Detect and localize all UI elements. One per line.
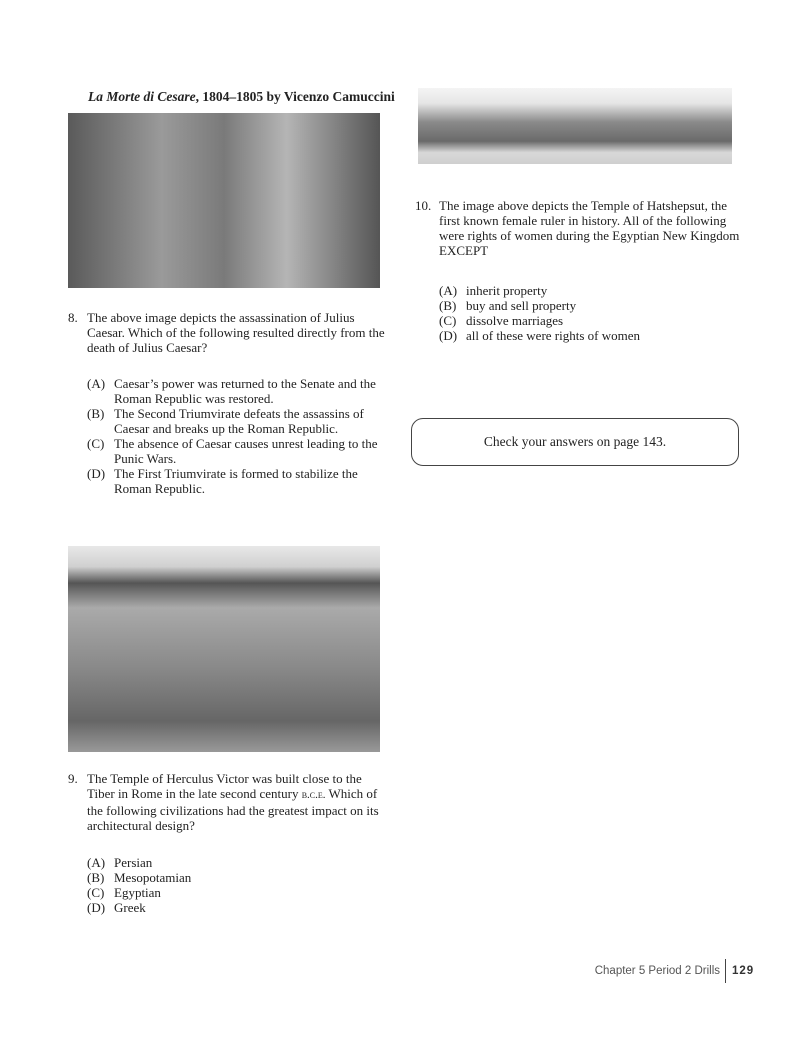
question-9-options xyxy=(87,855,387,915)
painting-caption xyxy=(88,89,395,104)
option-b: (B) Mesopotamian xyxy=(87,870,192,885)
page-number: 129 xyxy=(732,965,755,977)
question-number: 8. xyxy=(68,310,78,325)
option-b: (B) buy and sell property xyxy=(439,298,577,313)
question-text: The Temple of Herculus Victor was built close to the Tiber in Rome in the late second century b.c.e. Which of the following civilizations had the greatest impact on its architectural design? xyxy=(87,771,379,833)
painting-caption-rest: , 1804–1805 by Vicenzo Camuccini xyxy=(195,89,395,104)
option-b: (B) The Second Triumvirate defeats the assassins of Caesar and breaks up the Roman Republic. xyxy=(87,406,364,436)
option-a: (A) Persian xyxy=(87,855,153,870)
question-number: 9. xyxy=(68,771,78,786)
question-8 xyxy=(68,310,390,355)
option-d: (D) Greek xyxy=(87,900,146,915)
option-c: (C) dissolve marriages xyxy=(439,313,564,328)
temple-of-hercules-image xyxy=(68,546,380,752)
footer-chapter: Chapter 5 Period 2 Drills xyxy=(594,965,720,977)
answer-reference-box xyxy=(411,418,739,466)
question-text: The image above depicts the Temple of Hatshepsut, the first known female ruler in history. All of the following were rights of women during the Egyptian New Kingdom EXCEPT xyxy=(439,198,740,258)
option-d: (D) The First Triumvirate is formed to stabilize the Roman Republic. xyxy=(87,466,358,496)
question-8-options xyxy=(87,376,387,496)
footer-divider xyxy=(725,959,726,983)
question-number: 10. xyxy=(415,198,432,213)
painting-title: La Morte di Cesare xyxy=(88,89,196,104)
question-10-options xyxy=(439,283,739,343)
option-d: (D) all of these were rights of women xyxy=(439,328,641,343)
option-a: (A) inherit property xyxy=(439,283,548,298)
assassination-painting-image xyxy=(68,113,380,288)
option-c: (C) Egyptian xyxy=(87,885,161,900)
option-c: (C) The absence of Caesar causes unrest leading to the Punic Wars. xyxy=(87,436,378,466)
option-a: (A) Caesar’s power was returned to the Senate and the Roman Republic was restored. xyxy=(87,376,376,406)
temple-of-hatshepsut-image xyxy=(418,88,732,164)
question-9 xyxy=(68,771,390,833)
question-text: The above image depicts the assassination of Julius Caesar. Which of the following resulted directly from the death of Julius Caesar? xyxy=(87,310,385,355)
question-10 xyxy=(415,198,740,258)
answer-reference-text: Check your answers on page 143. xyxy=(483,434,667,449)
